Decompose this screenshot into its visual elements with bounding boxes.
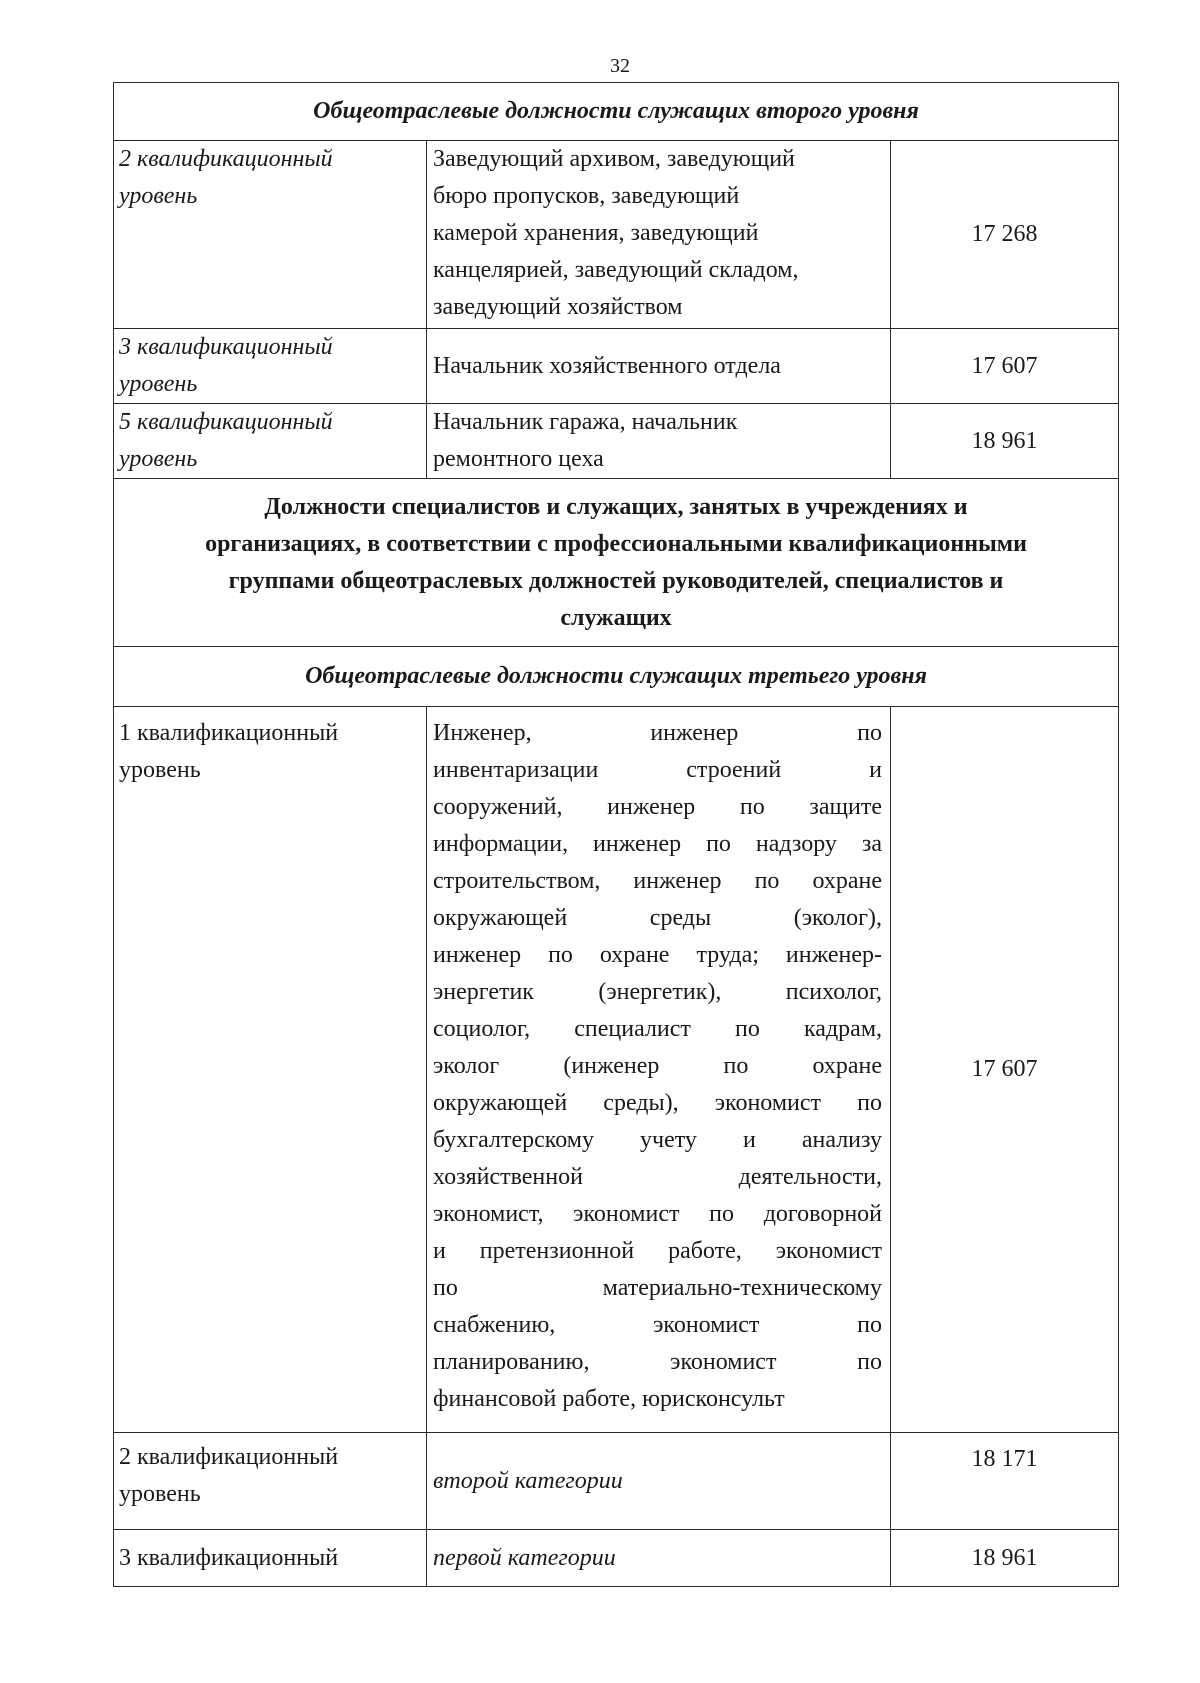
section-title-second-level: Общеотраслевые должности служащих второго уровня [114, 83, 1119, 141]
qualification-level-text: уровень [119, 371, 198, 397]
table-row [114, 329, 1119, 404]
position-line: по материально-техническому [433, 1275, 882, 1301]
position-line: экономист, экономист по договорной [433, 1201, 882, 1227]
position-cell [427, 404, 891, 479]
position-line: ремонтного цеха [433, 446, 604, 472]
table-row [114, 707, 1119, 1433]
position-line: энергетик (энергетик), психолог, [433, 979, 882, 1005]
section-header-row [114, 647, 1119, 707]
qualification-level-text: 3 квалификационный [119, 1544, 339, 1571]
position-line: информации, инженер по надзору за [433, 831, 882, 857]
qualification-level-text: 2 квалификационный [119, 146, 333, 172]
qualification-level-text: уровень [119, 446, 198, 472]
position-line: Инженер, инженер по [433, 720, 882, 746]
position-line: планированию, экономист по [433, 1349, 882, 1375]
position-line: окружающей среды (эколог), [433, 905, 882, 931]
section-header-row [114, 83, 1119, 141]
section-title-third-level: Общеотраслевые должности служащих третьего уровня [114, 647, 1119, 707]
position-line: Заведующий архивом, заведующий [433, 146, 795, 172]
position-line: инженер по охране труда; инженер- [433, 942, 882, 968]
position-line: бюро пропусков, заведующий [433, 183, 740, 209]
position-line: канцелярией, заведующий складом, [433, 257, 799, 283]
position-line: и претензионной работе, экономист [433, 1238, 882, 1264]
position-line: финансовой работе, юрисконсульт [433, 1386, 785, 1412]
position-line: камерой хранения, заведующий [433, 220, 759, 246]
position-cell [427, 707, 891, 1433]
table-row [114, 141, 1119, 329]
salary-table [113, 82, 1119, 1587]
section-title-specialists [114, 479, 1119, 647]
position-line: бухгалтерскому учету и анализу [433, 1127, 882, 1153]
position-line: окружающей среды), экономист по [433, 1090, 882, 1116]
salary-cell: 17 607 [891, 707, 1119, 1433]
salary-cell: 18 961 [891, 404, 1119, 479]
qualification-level-cell [114, 329, 427, 404]
position-line: заведующий хозяйством [433, 294, 683, 320]
qualification-level-cell [114, 1433, 427, 1530]
section-title-line: Должности специалистов и служащих, занятых в учреждениях и [264, 493, 968, 520]
position-line: инвентаризации строений и [433, 757, 882, 783]
position-line: Начальник гаража, начальник [433, 409, 738, 435]
qualification-level-text: 1 квалификационный [119, 720, 339, 746]
qualification-level-cell [114, 1530, 427, 1587]
section-title-line: группами общеотраслевых должностей руководителей, специалистов и [228, 567, 1004, 594]
qualification-level-text: 2 квалификационный [119, 1444, 339, 1470]
position-line: строительством, инженер по охране [433, 868, 882, 894]
section-title-line: служащих [560, 604, 672, 631]
position-line: эколог (инженер по охране [433, 1053, 882, 1079]
position-cell [427, 141, 891, 329]
table-row [114, 1530, 1119, 1587]
salary-cell: 18 171 [891, 1433, 1119, 1530]
table-row [114, 404, 1119, 479]
qualification-level-text: уровень [119, 1481, 201, 1507]
section-title-line: организациях, в соответствии с профессиональными квалификационными [205, 530, 1027, 557]
position-cell: первой категории [427, 1530, 891, 1587]
position-line: снабжению, экономист по [433, 1312, 882, 1338]
salary-cell: 17 607 [891, 329, 1119, 404]
position-line: хозяйственной деятельности, [433, 1164, 882, 1190]
page-number: 32 [610, 55, 630, 77]
position-line: социолог, специалист по кадрам, [433, 1016, 882, 1042]
table-row [114, 1433, 1119, 1530]
position-cell: второй категории [427, 1433, 891, 1530]
section-header-row [114, 479, 1119, 647]
qualification-level-text: уровень [119, 757, 201, 783]
qualification-level-text: уровень [119, 183, 198, 209]
qualification-level-cell [114, 404, 427, 479]
qualification-level-text: 3 квалификационный [119, 334, 333, 360]
qualification-level-text: 5 квалификационный [119, 409, 333, 435]
position-cell: Начальник хозяйственного отдела [427, 329, 891, 404]
qualification-level-cell [114, 707, 427, 1433]
qualification-level-cell [114, 141, 427, 329]
position-line: сооружений, инженер по защите [433, 794, 882, 820]
salary-cell: 17 268 [891, 141, 1119, 329]
salary-cell: 18 961 [891, 1530, 1119, 1587]
